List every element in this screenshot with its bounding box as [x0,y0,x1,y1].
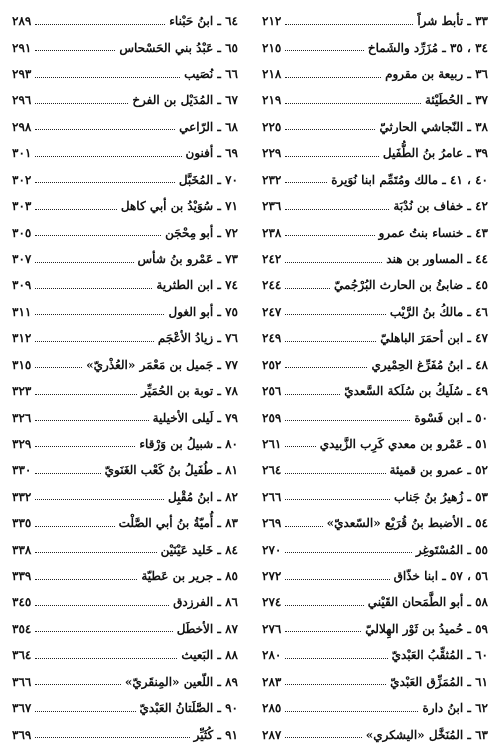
toc-entry [12,404,238,430]
toc-entry-page-number: ٢٦٤ [262,463,282,478]
dot-leader [285,156,379,157]
dot-leader [35,262,133,263]
toc-entry-page-number: ٢٧٦ [262,621,282,636]
toc-entry-title: ٦٨ ـ الرّاعي [179,119,238,134]
dot-leader [285,658,387,659]
toc-entry-page-number: ٣٠٢ [12,172,32,187]
toc-entry-title: ٣٧ ـ الحُطَيْئة [424,93,488,108]
toc-entry-title: ٧٤ ـ ابن الطثرية [156,278,238,293]
toc-entry [12,589,238,615]
toc-entry-title: ٦٧ ـ المُدَيْل بن الفرخ [132,93,238,108]
toc-entry-page-number: ٢٣٦ [262,199,282,214]
toc-entry-page-number: ٢٥٢ [262,357,282,372]
dot-leader [285,473,385,474]
toc-entry-title: ٦١ ـ المُمَزِّق العَبْديّ [390,674,488,689]
toc-entry-title: ٣٤ ، ٣٥ ـ مُزَرِّد والشَماخ [367,40,488,55]
dot-leader [35,499,164,500]
dot-leader [285,288,330,289]
toc-entry-title: ٤٣ ـ خنساء بنتُ عمرو [378,225,488,240]
toc-entry [262,61,488,87]
toc-entry-title: ٣٦ ـ ربيعة بن مقروم [385,67,488,82]
toc-entry-title: ٣٨ ـ النّجاشي الحارثيّ [379,119,488,134]
toc-entry [262,351,488,377]
toc-entry-page-number: ٣١٥ [12,357,32,372]
toc-entry-page-number: ٢٦٩ [262,516,282,531]
dot-leader [285,579,389,580]
toc-entry-title: ٤٩ ـ سُلَيكُ بن سُلَكة السَّعديّ [344,384,488,399]
toc-entry-page-number: ٢١٢ [262,14,282,29]
toc-entry [262,484,488,510]
toc-entry-title: ٥١ ـ عَمْرو بن معدي كَرِب الزَّبيدي [319,436,488,451]
toc-entry-page-number: ٢٨٣ [262,674,282,689]
toc-entry [12,246,238,272]
dot-leader [35,209,117,210]
toc-entry-page-number: ٣٦٩ [12,727,32,742]
toc-entry-title: ٨٨ ـ البَعيث [181,648,238,663]
toc-entry [12,721,238,747]
toc-entry [12,563,238,589]
toc-entry-page-number: ٣٠٣ [12,199,32,214]
dot-leader [285,129,375,130]
toc-entry [262,616,488,642]
toc-entry-title: ٥٥ ـ المُسْتَوغِر [415,542,488,557]
toc-entry [262,87,488,113]
toc-entry-page-number: ٣٦٦ [12,674,32,689]
toc-entry-page-number: ٣٣٠ [12,463,32,478]
toc-entry-title: ٥٦ ، ٥٧ ـ ابنا خذّاق [393,569,488,584]
toc-entry [12,536,238,562]
dot-leader [35,579,137,580]
dot-leader [35,737,189,738]
toc-entry-page-number: ٣٠١ [12,146,32,161]
toc-entry-page-number: ٢٨٩ [12,14,32,29]
toc-entry-page-number: ٢١٨ [262,67,282,82]
dot-leader [35,684,121,685]
toc-entry [262,563,488,589]
dot-leader [285,341,376,342]
toc-entry-page-number: ٢٧٤ [262,595,282,610]
dot-leader [35,50,115,51]
toc-entry [262,457,488,483]
toc-entry-page-number: ٢٨٠ [262,648,282,663]
toc-entry [262,167,488,193]
dot-leader [285,605,363,606]
toc-entry [12,669,238,695]
toc-entry-page-number: ٢٧٢ [262,569,282,584]
dot-leader [35,394,137,395]
toc-entry-title: ٧٨ ـ توبة بن الحُمَيِّر [141,384,238,399]
toc-entry-title: ٥٣ ـ زُهيرُ بنُ جَناب [394,489,488,504]
toc-entry [12,642,238,668]
dot-leader [285,24,413,25]
toc-entry [12,457,238,483]
toc-entry-page-number: ٢٢٥ [262,119,282,134]
toc-entry-title: ٤٧ ـ ابن أحمَرَ الباهليّ [380,331,488,346]
toc-entry-page-number: ٣٣٥ [12,516,32,531]
toc-entry-page-number: ٣٠٧ [12,252,32,266]
dot-leader [35,420,148,421]
toc-entry [262,193,488,219]
toc-entry-title: ٨٤ ـ خَليد عَيْنَيْن [160,542,238,557]
toc-entry-page-number: ٢٤٤ [262,278,282,293]
toc-entry-page-number: ٢٢٩ [262,146,282,161]
toc-entry-title: ٧٣ ـ عَمْرو بنُ شأس [137,252,238,266]
toc-entry-page-number: ٢٩٨ [12,119,32,134]
toc-entry-page-number: ٢٨٥ [262,701,282,716]
toc-entry [12,8,238,34]
toc-entry-title: ٨٩ ـ اللّعين «المِنقَريّ» [124,674,238,689]
toc-entry-title: ٩٠ ـ الصَّلَتانُ العَبْديّ [139,701,238,716]
toc-entry [262,721,488,747]
toc-entry-page-number: ٢٦١ [262,436,282,451]
toc-entry [262,140,488,166]
toc-entry-title: ٥٨ ـ أبو الطَّمَحان القَيْني [367,595,488,610]
toc-entry-title: ٨١ ـ طُفَيلُ بنُ كَعْب الغَنَويّ [104,463,238,478]
toc-entry [262,299,488,325]
toc-entry-title: ٣٣ ـ تأبط شراً [417,14,488,29]
dot-leader [285,711,418,712]
toc-entry-page-number: ٣٣٩ [12,569,32,584]
toc-entry-page-number: ٣٣٨ [12,542,32,557]
toc-entry [262,536,488,562]
dot-leader [35,526,114,527]
toc-entry-page-number: ٢٨٧ [262,727,282,742]
toc-entry [12,378,238,404]
toc-entry-title: ٧٥ ـ أبو الغول [168,304,238,319]
toc-entry [12,140,238,166]
toc-left-column [12,8,238,748]
dot-leader [35,605,169,606]
toc-entry [262,246,488,272]
toc-entry [12,484,238,510]
dot-leader [285,235,374,236]
dot-leader [285,499,390,500]
toc-entry [262,114,488,140]
dot-leader [35,182,175,183]
toc-entry [262,669,488,695]
dot-leader [285,631,361,632]
dot-leader [285,182,327,183]
toc-entry [12,431,238,457]
toc-entry-title: ٦٢ ـ ابنُ دارة [422,701,488,716]
toc-entry [262,404,488,430]
toc-entry-title: ٧٠ ـ المُخَبَّل [178,172,238,187]
toc-entry-title: ٤٤ ـ المساور بن هند [386,252,488,266]
toc-entry [12,351,238,377]
toc-entry-title: ٨٢ ـ ابنُ مُقْبِل [168,489,238,504]
toc-entry [12,87,238,113]
toc-entry-title: ٧٢ ـ أبو مِحْجَن [165,225,238,240]
toc-entry [12,167,238,193]
toc-entry-page-number: ٢٤٩ [262,331,282,346]
toc-entry [12,34,238,60]
toc-entry-title: ٤٠ ، ٤١ ـ مالك ومُتَمِّم ابنا نُوَيرة [331,172,488,187]
toc-entry-title: ٥٤ ـ الأضبط بنُ قُرَيْع «السّعديّ» [326,516,488,531]
dot-leader [285,367,367,368]
toc-entry-page-number: ٢١٩ [262,93,282,108]
toc-entry [12,219,238,245]
dot-leader [285,446,315,447]
toc-entry-title: ٥٢ ـ عمرو بن قميئة [389,463,488,478]
dot-leader [35,129,175,130]
dot-leader [35,446,135,447]
toc-entry-title: ٨٦ ـ الفرزدق [173,595,238,610]
toc-entry-page-number: ٣٢٣ [12,384,32,399]
toc-entry-page-number: ٢٥٦ [262,384,282,399]
toc-entry [262,642,488,668]
toc-entry [262,219,488,245]
toc-entry [262,589,488,615]
toc-entry-title: ٤٢ ـ خفاف بن نُدْبَة [393,199,488,214]
toc-entry [12,616,238,642]
toc-entry-page-number: ٣٢٩ [12,436,32,451]
toc-entry [12,114,238,140]
toc-entry-page-number: ٣١١ [12,304,32,319]
dot-leader [35,288,152,289]
toc-entry-title: ٥٠ ـ ابن فَسْوة [414,410,488,425]
toc-entry-title: ٧٦ ـ زيادُ الأعْجَم [157,331,238,346]
toc-entry-page-number: ٢١٥ [262,40,282,55]
toc-entry-page-number: ٣٥٤ [12,621,32,636]
toc-entry-title: ٧١ ـ سُوَيْدُ بن أبي كاهل [120,199,238,214]
toc-entry [262,510,488,536]
toc-entry-page-number: ٢٩٣ [12,67,32,82]
dot-leader [285,262,382,263]
toc-entry-title: ٤٥ ـ ضابئُ بن الحارث البُرْجُميّ [333,278,488,293]
toc-entry-page-number: ٢٣٢ [262,172,282,187]
toc-entry-title: ٧٩ ـ لَيلى الأخيلية [152,410,238,425]
dot-leader [35,473,100,474]
dot-leader [285,103,421,104]
toc-entry-page-number: ٢٣٨ [262,225,282,240]
toc-entry-title: ٧٧ ـ جَميل بن مَعْمَر «العُذْريّ» [86,357,238,372]
toc-entry-page-number: ٢٥٩ [262,410,282,425]
toc-right-column [262,8,488,748]
toc-entry-page-number: ٣٠٥ [12,225,32,240]
toc-entry-title: ٣٩ ـ عامرُ بنُ الطُّفَيل [382,146,488,161]
toc-entry-title: ٦٤ ـ ابنُ حَبْناء [169,14,238,29]
toc-entry [12,61,238,87]
toc-entry-title: ٩١ ـ كُثَيِّر [193,727,238,742]
toc-entry-page-number: ٢٤٧ [262,304,282,319]
toc-entry-title: ٦٠ ـ المُثقِّبُ العَبْديّ [391,648,488,663]
dot-leader [285,50,364,51]
toc-entry-title: ٦٩ ـ أفنون [185,146,238,161]
toc-entry [12,325,238,351]
toc-entry-title: ٤٦ ـ مالكُ بنُ الرَّيْب [389,304,488,319]
toc-entry-page-number: ٢٧٠ [262,542,282,557]
toc-entry-page-number: ٢٩٦ [12,93,32,108]
toc-entry-title: ٨٠ ـ شبيلُ بن وَرْقاء [139,436,238,451]
toc-entry [262,34,488,60]
dot-leader [285,737,361,738]
dot-leader [35,235,161,236]
dot-leader [285,552,412,553]
dot-leader [35,552,156,553]
toc-entry [262,272,488,298]
toc-entry-title: ٦٣ ـ المُنَخَّل «اليشكري» [365,727,488,742]
dot-leader [285,526,322,527]
dot-leader [285,394,340,395]
dot-leader [35,367,82,368]
toc-entry-title: ٦٥ ـ عَبْدُ بني الحَسْحاس [119,40,238,55]
dot-leader [285,77,381,78]
dot-leader [285,420,410,421]
toc-entry-page-number: ٣٣٢ [12,489,32,504]
toc-entry-page-number: ٢٦٦ [262,489,282,504]
toc-entry [12,299,238,325]
toc-entry [12,695,238,721]
toc-entry [262,378,488,404]
dot-leader [35,24,165,25]
toc-entry-page-number: ٣٠٩ [12,278,32,293]
dot-leader [285,314,385,315]
dot-leader [35,711,135,712]
dot-leader [35,77,180,78]
toc-entry [262,325,488,351]
dot-leader [35,314,164,315]
toc-entry-title: ٨٥ ـ جرير بن عَطيّة [141,569,238,584]
dot-leader [35,341,154,342]
toc-entry-title: ٥٩ ـ حُميدُ بن ثَوْر الهِلاليّ [365,621,488,636]
toc-entry [262,695,488,721]
toc-entry-page-number: ٢٩١ [12,40,32,55]
dot-leader [35,631,172,632]
dot-leader [285,684,386,685]
toc-entry-page-number: ٣٢٦ [12,410,32,425]
toc-entry-page-number: ٣١٢ [12,331,32,346]
toc-entry-title: ٦٦ ـ نُصَيب [184,67,238,82]
toc-entry-title: ٨٧ ـ الأخطَل [176,621,238,636]
toc-entry [262,431,488,457]
toc-entry [12,272,238,298]
toc-entry-page-number: ٢٤٢ [262,252,282,266]
toc-entry-page-number: ٣٦٧ [12,701,32,716]
toc-entry-title: ٤٨ ـ ابنُ مُفَرِّغ الحِمْيري [371,357,488,372]
toc-entry [12,510,238,536]
dot-leader [285,209,389,210]
dot-leader [35,103,128,104]
dot-leader [35,658,177,659]
toc-entry [262,8,488,34]
toc-entry [12,193,238,219]
toc-entry-page-number: ٣٦٤ [12,648,32,663]
toc-entry-page-number: ٣٤٥ [12,595,32,610]
toc-entry-title: ٨٣ ـ أُميّةُ بنُ أبي الصَّلْت [118,516,238,531]
dot-leader [35,156,181,157]
